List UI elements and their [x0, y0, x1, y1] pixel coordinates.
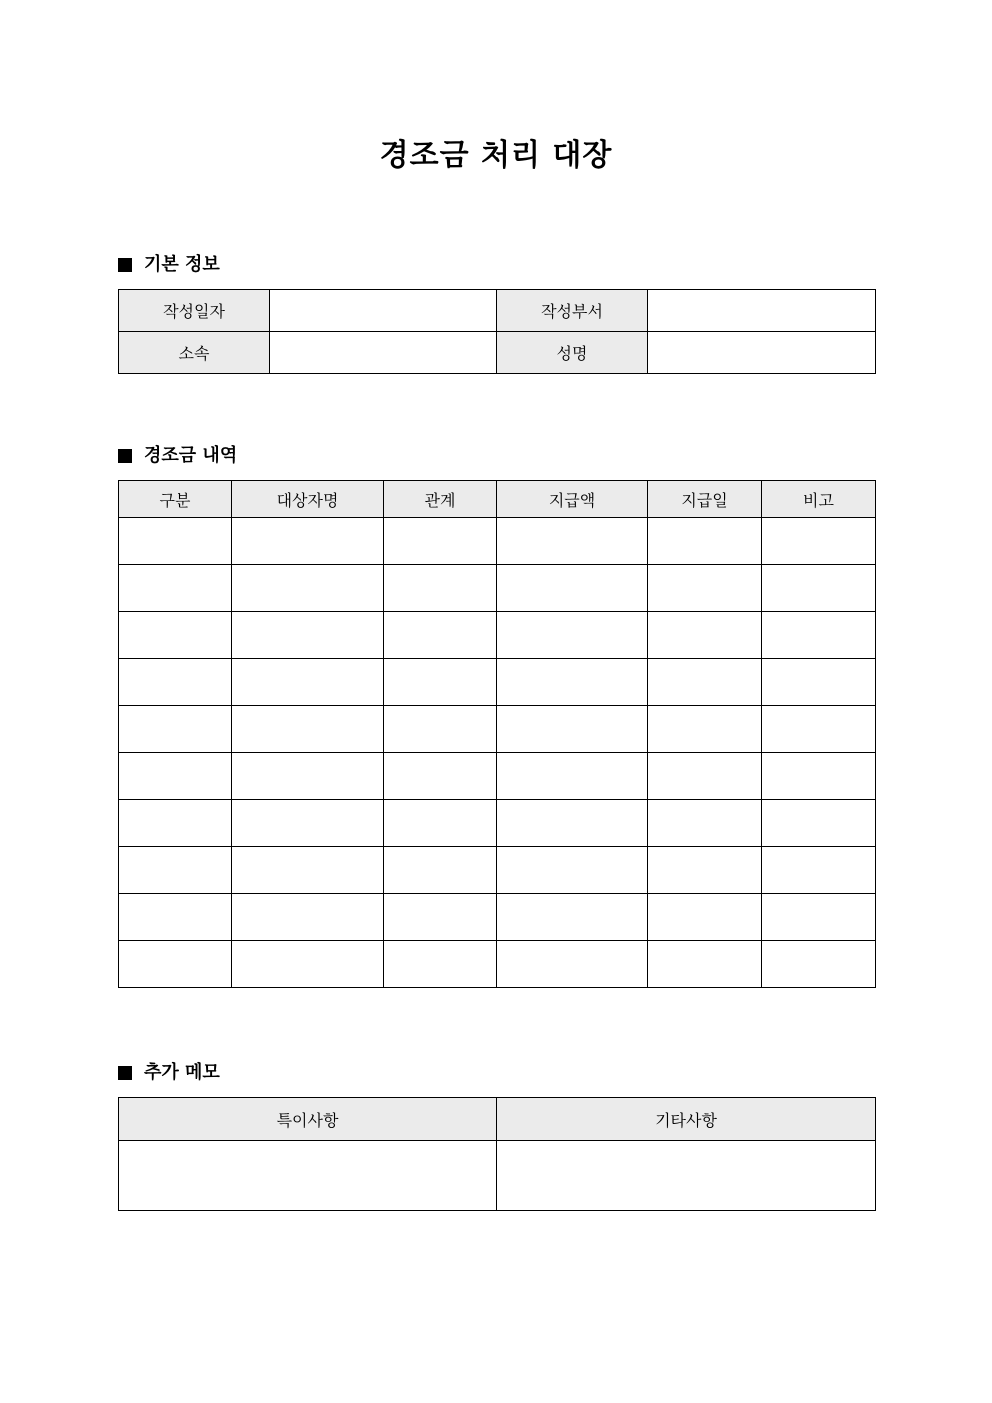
table-row: [119, 941, 876, 988]
pay-date-cell[interactable]: [648, 847, 762, 894]
department-field[interactable]: [648, 290, 876, 332]
category-cell[interactable]: [119, 565, 232, 612]
pay-date-cell[interactable]: [648, 800, 762, 847]
column-header-relation: 관계: [384, 481, 497, 518]
relation-cell[interactable]: [384, 894, 497, 941]
column-header-pay-date: 지급일: [648, 481, 762, 518]
table-header-row: [119, 1098, 876, 1141]
square-bullet-icon: [118, 1066, 132, 1080]
memo-table: [118, 1097, 876, 1211]
amount-cell[interactable]: [497, 518, 648, 565]
amount-cell[interactable]: [497, 753, 648, 800]
amount-cell[interactable]: [497, 565, 648, 612]
relation-cell[interactable]: [384, 753, 497, 800]
table-row: [119, 290, 876, 332]
field-label-name: 성명: [497, 332, 648, 374]
pay-date-cell[interactable]: [648, 612, 762, 659]
remarks-cell[interactable]: [762, 659, 876, 706]
amount-cell[interactable]: [497, 894, 648, 941]
pay-date-cell[interactable]: [648, 565, 762, 612]
affiliation-field[interactable]: [270, 332, 497, 374]
remarks-cell[interactable]: [762, 941, 876, 988]
table-row: [119, 706, 876, 753]
square-bullet-icon: [118, 449, 132, 463]
remarks-cell[interactable]: [762, 565, 876, 612]
recipient-cell[interactable]: [232, 706, 384, 753]
field-label-created-date: 작성일자: [119, 290, 270, 332]
category-cell[interactable]: [119, 612, 232, 659]
column-header-other-notes: 기타사항: [497, 1098, 876, 1141]
table-header-row: [119, 481, 876, 518]
recipient-cell[interactable]: [232, 518, 384, 565]
name-field[interactable]: [648, 332, 876, 374]
relation-cell[interactable]: [384, 941, 497, 988]
remarks-cell[interactable]: [762, 894, 876, 941]
pay-date-cell[interactable]: [648, 894, 762, 941]
table-row: [119, 659, 876, 706]
remarks-cell[interactable]: [762, 800, 876, 847]
relation-cell[interactable]: [384, 706, 497, 753]
amount-cell[interactable]: [497, 800, 648, 847]
category-cell[interactable]: [119, 706, 232, 753]
recipient-cell[interactable]: [232, 659, 384, 706]
category-cell[interactable]: [119, 518, 232, 565]
field-label-department: 작성부서: [497, 290, 648, 332]
recipient-cell[interactable]: [232, 565, 384, 612]
table-row: [119, 565, 876, 612]
relation-cell[interactable]: [384, 847, 497, 894]
recipient-cell[interactable]: [232, 753, 384, 800]
section-heading-memo: [118, 1061, 220, 1085]
table-row: [119, 332, 876, 374]
table-row: [119, 847, 876, 894]
table-row: [119, 612, 876, 659]
column-header-remarks: 비고: [762, 481, 876, 518]
remarks-cell[interactable]: [762, 753, 876, 800]
table-row: [119, 1141, 876, 1211]
relation-cell[interactable]: [384, 565, 497, 612]
pay-date-cell[interactable]: [648, 659, 762, 706]
remarks-cell[interactable]: [762, 612, 876, 659]
category-cell[interactable]: [119, 800, 232, 847]
section-heading-details: [118, 444, 237, 468]
category-cell[interactable]: [119, 894, 232, 941]
section-heading-label: 기본 정보: [144, 254, 220, 275]
remarks-cell[interactable]: [762, 706, 876, 753]
recipient-cell[interactable]: [232, 941, 384, 988]
column-header-amount: 지급액: [497, 481, 648, 518]
recipient-cell[interactable]: [232, 894, 384, 941]
category-cell[interactable]: [119, 659, 232, 706]
special-notes-field[interactable]: [119, 1141, 497, 1211]
remarks-cell[interactable]: [762, 847, 876, 894]
relation-cell[interactable]: [384, 659, 497, 706]
document-title: 경조금 처리 대장: [379, 138, 613, 173]
column-header-recipient: 대상자명: [232, 481, 384, 518]
remarks-cell[interactable]: [762, 518, 876, 565]
column-header-special-notes: 특이사항: [119, 1098, 497, 1141]
basic-info-table: [118, 289, 876, 374]
category-cell[interactable]: [119, 753, 232, 800]
table-row: [119, 518, 876, 565]
relation-cell[interactable]: [384, 612, 497, 659]
table-row: [119, 753, 876, 800]
recipient-cell[interactable]: [232, 847, 384, 894]
recipient-cell[interactable]: [232, 800, 384, 847]
section-heading-basic-info: [118, 253, 220, 277]
recipient-cell[interactable]: [232, 612, 384, 659]
amount-cell[interactable]: [497, 706, 648, 753]
amount-cell[interactable]: [497, 659, 648, 706]
square-bullet-icon: [118, 258, 132, 272]
details-table: [118, 480, 876, 988]
relation-cell[interactable]: [384, 518, 497, 565]
other-notes-field[interactable]: [497, 1141, 876, 1211]
table-row: [119, 800, 876, 847]
created-date-field[interactable]: [270, 290, 497, 332]
column-header-category: 구분: [119, 481, 232, 518]
amount-cell[interactable]: [497, 847, 648, 894]
relation-cell[interactable]: [384, 800, 497, 847]
pay-date-cell[interactable]: [648, 753, 762, 800]
field-label-affiliation: 소속: [119, 332, 270, 374]
amount-cell[interactable]: [497, 612, 648, 659]
section-heading-label: 경조금 내역: [144, 445, 238, 466]
category-cell[interactable]: [119, 941, 232, 988]
amount-cell[interactable]: [497, 941, 648, 988]
pay-date-cell[interactable]: [648, 706, 762, 753]
pay-date-cell[interactable]: [648, 518, 762, 565]
section-heading-label: 추가 메모: [144, 1062, 220, 1083]
pay-date-cell[interactable]: [648, 941, 762, 988]
table-row: [119, 894, 876, 941]
category-cell[interactable]: [119, 847, 232, 894]
